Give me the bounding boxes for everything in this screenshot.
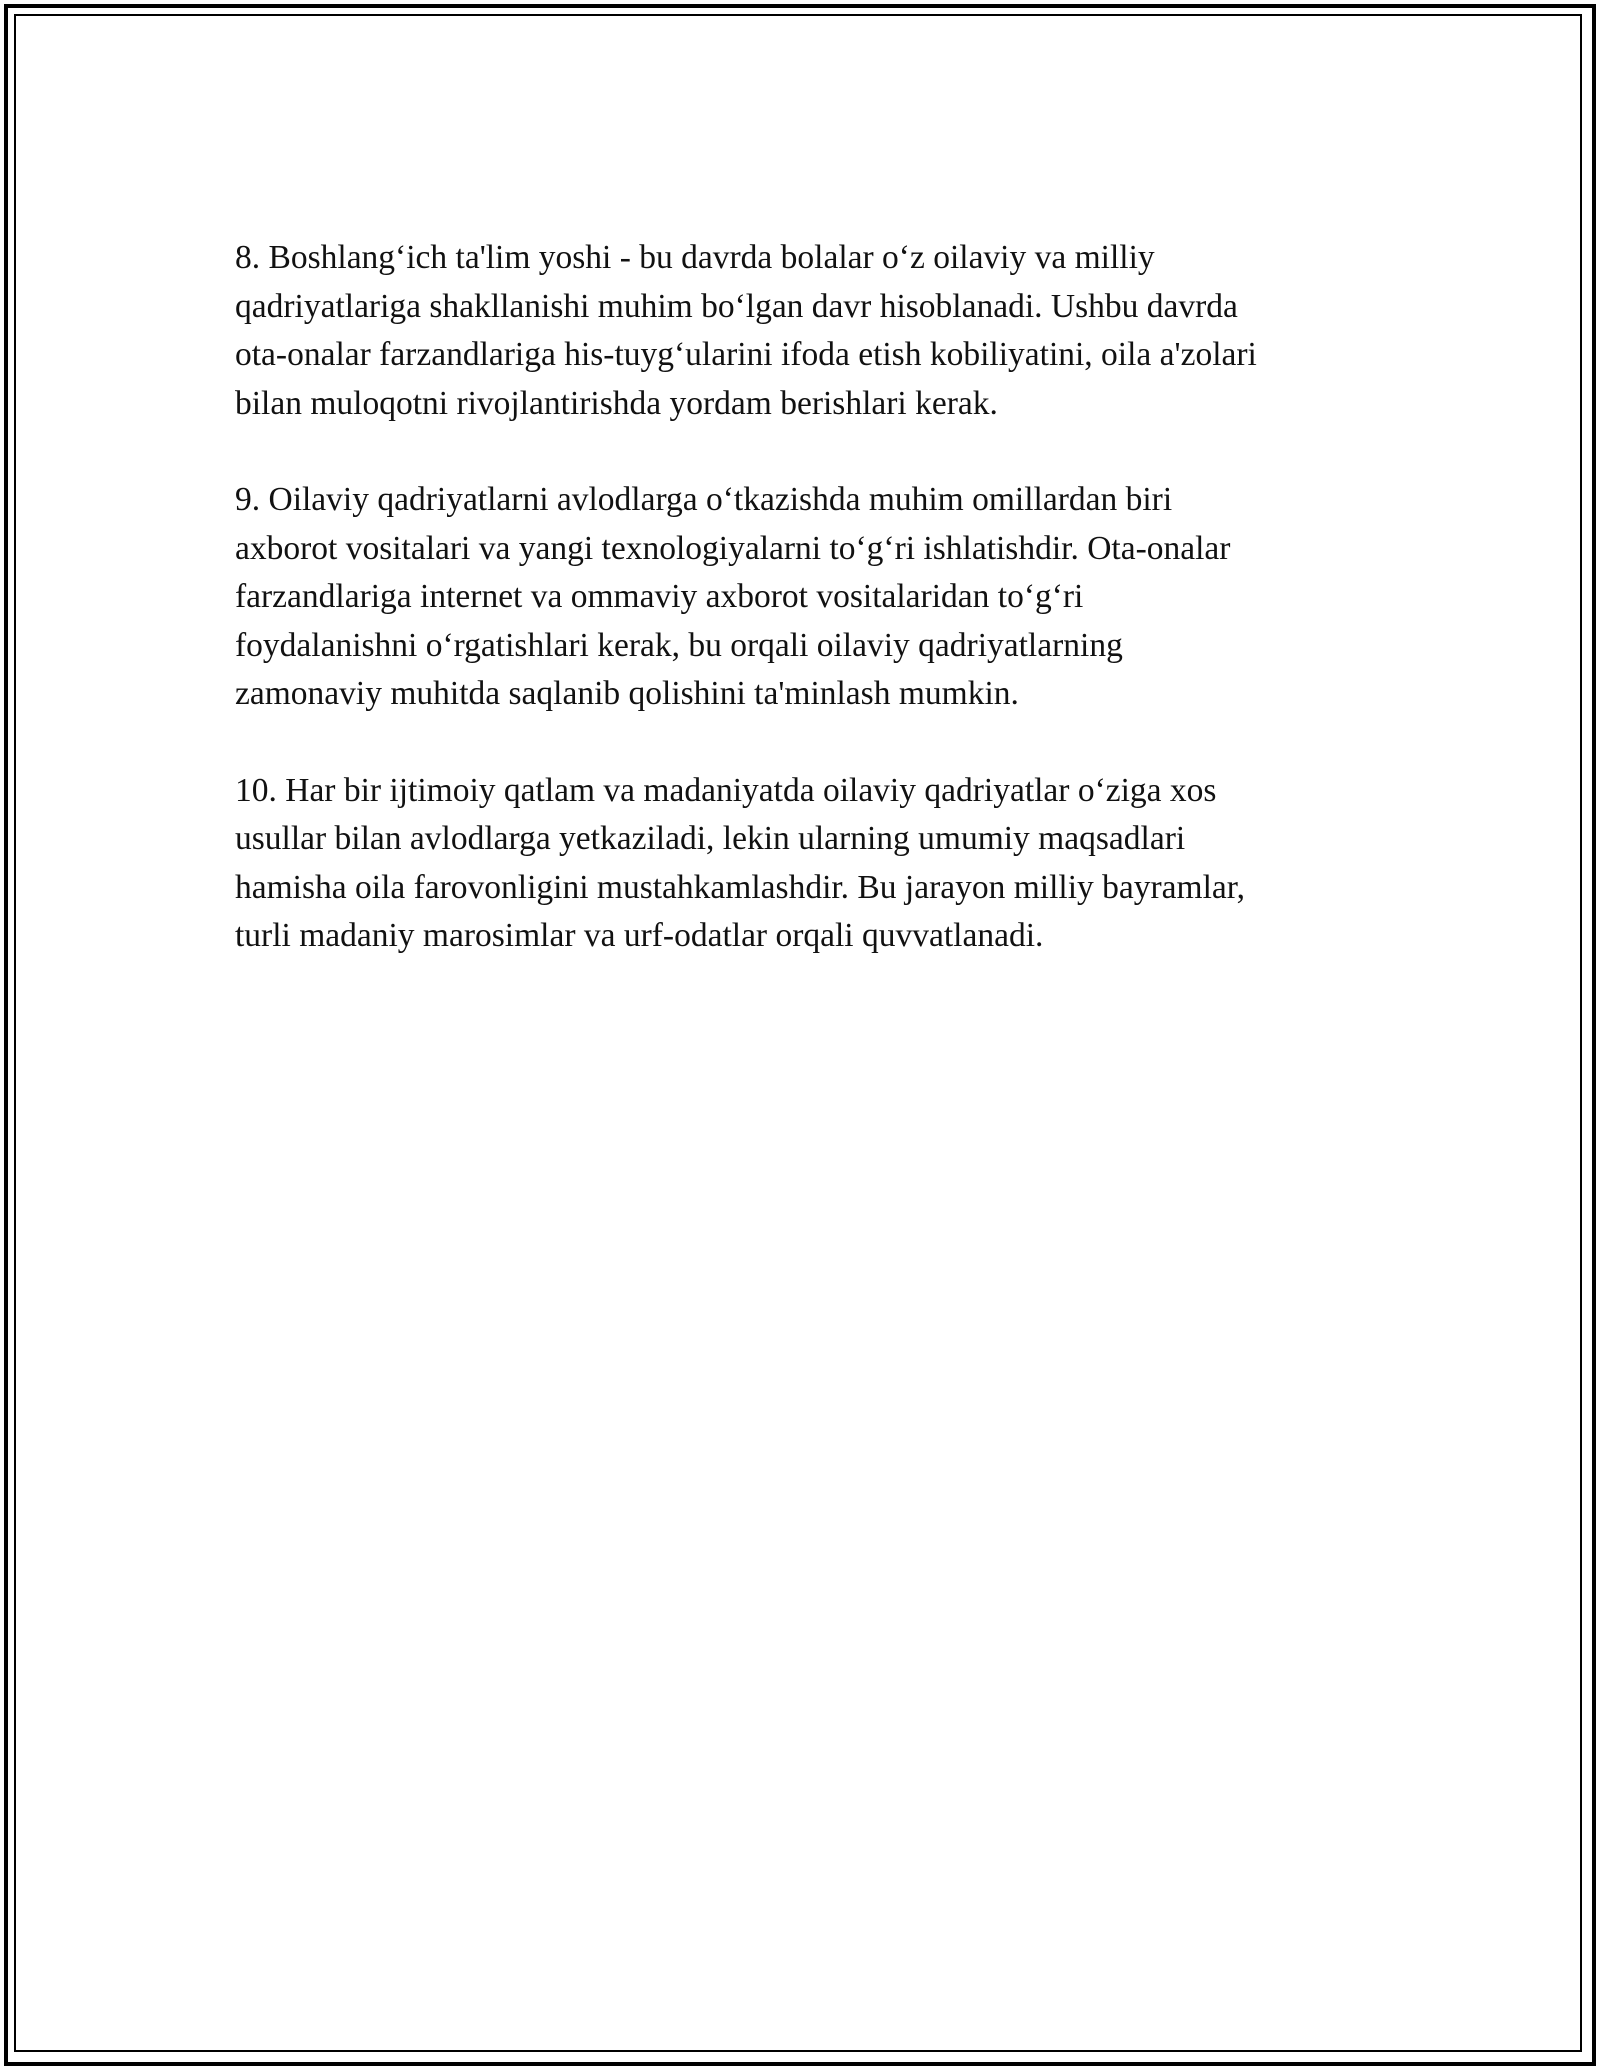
- text-line: bilan muloqotni rivojlantirishda yordam berishlari kerak.: [235, 384, 998, 422]
- text-line: zamonaviy muhitda saqlanib qolishini ta'minlash mumkin.: [235, 675, 1019, 712]
- text-line: ota-onalar farzandlariga his-tuyg‘ularini ifoda etish kobiliyatini, oila a'zolari: [235, 336, 1257, 373]
- paragraph-9: [235, 476, 1375, 719]
- text-line: qadriyatlariga shakllanishi muhim bo‘lgan davr hisoblanadi. Ushbu davrda: [235, 287, 1238, 325]
- text-line: hamisha oila farovonligini mustahkamlashdir. Bu jarayon milliy bayramlar,: [235, 868, 1245, 906]
- text-line: axborot vositalari va yangi texnologiyalarni to‘g‘ri ishlatishdir. Ota-onalar: [235, 529, 1231, 567]
- text-line: farzandlariga internet va ommaviy axborot vositalaridan to‘g‘ri: [235, 578, 1084, 615]
- text-line: turli madaniy marosimlar va urf-odatlar orqali quvvatlanadi.: [235, 917, 1044, 954]
- document-body: [235, 234, 1375, 1009]
- text-line: usullar bilan avlodlarga yetkaziladi, lekin ularning umumiy maqsadlari: [235, 820, 1186, 857]
- text-line: 9. Oilaviy qadriyatlarni avlodlarga o‘tkazishda muhim omillardan biri: [235, 481, 1173, 518]
- paragraph-8: [235, 234, 1375, 428]
- text-line: foydalanishni o‘rgatishlari kerak, bu orqali oilaviy qadriyatlarning: [235, 626, 1123, 664]
- paragraph-10: [235, 767, 1375, 961]
- text-line: 8. Boshlang‘ich ta'lim yoshi - bu davrda bolalar o‘z oilaviy va milliy: [235, 239, 1155, 276]
- text-line: 10. Har bir ijtimoiy qatlam va madaniyatda oilaviy qadriyatlar o‘ziga xos: [235, 771, 1217, 809]
